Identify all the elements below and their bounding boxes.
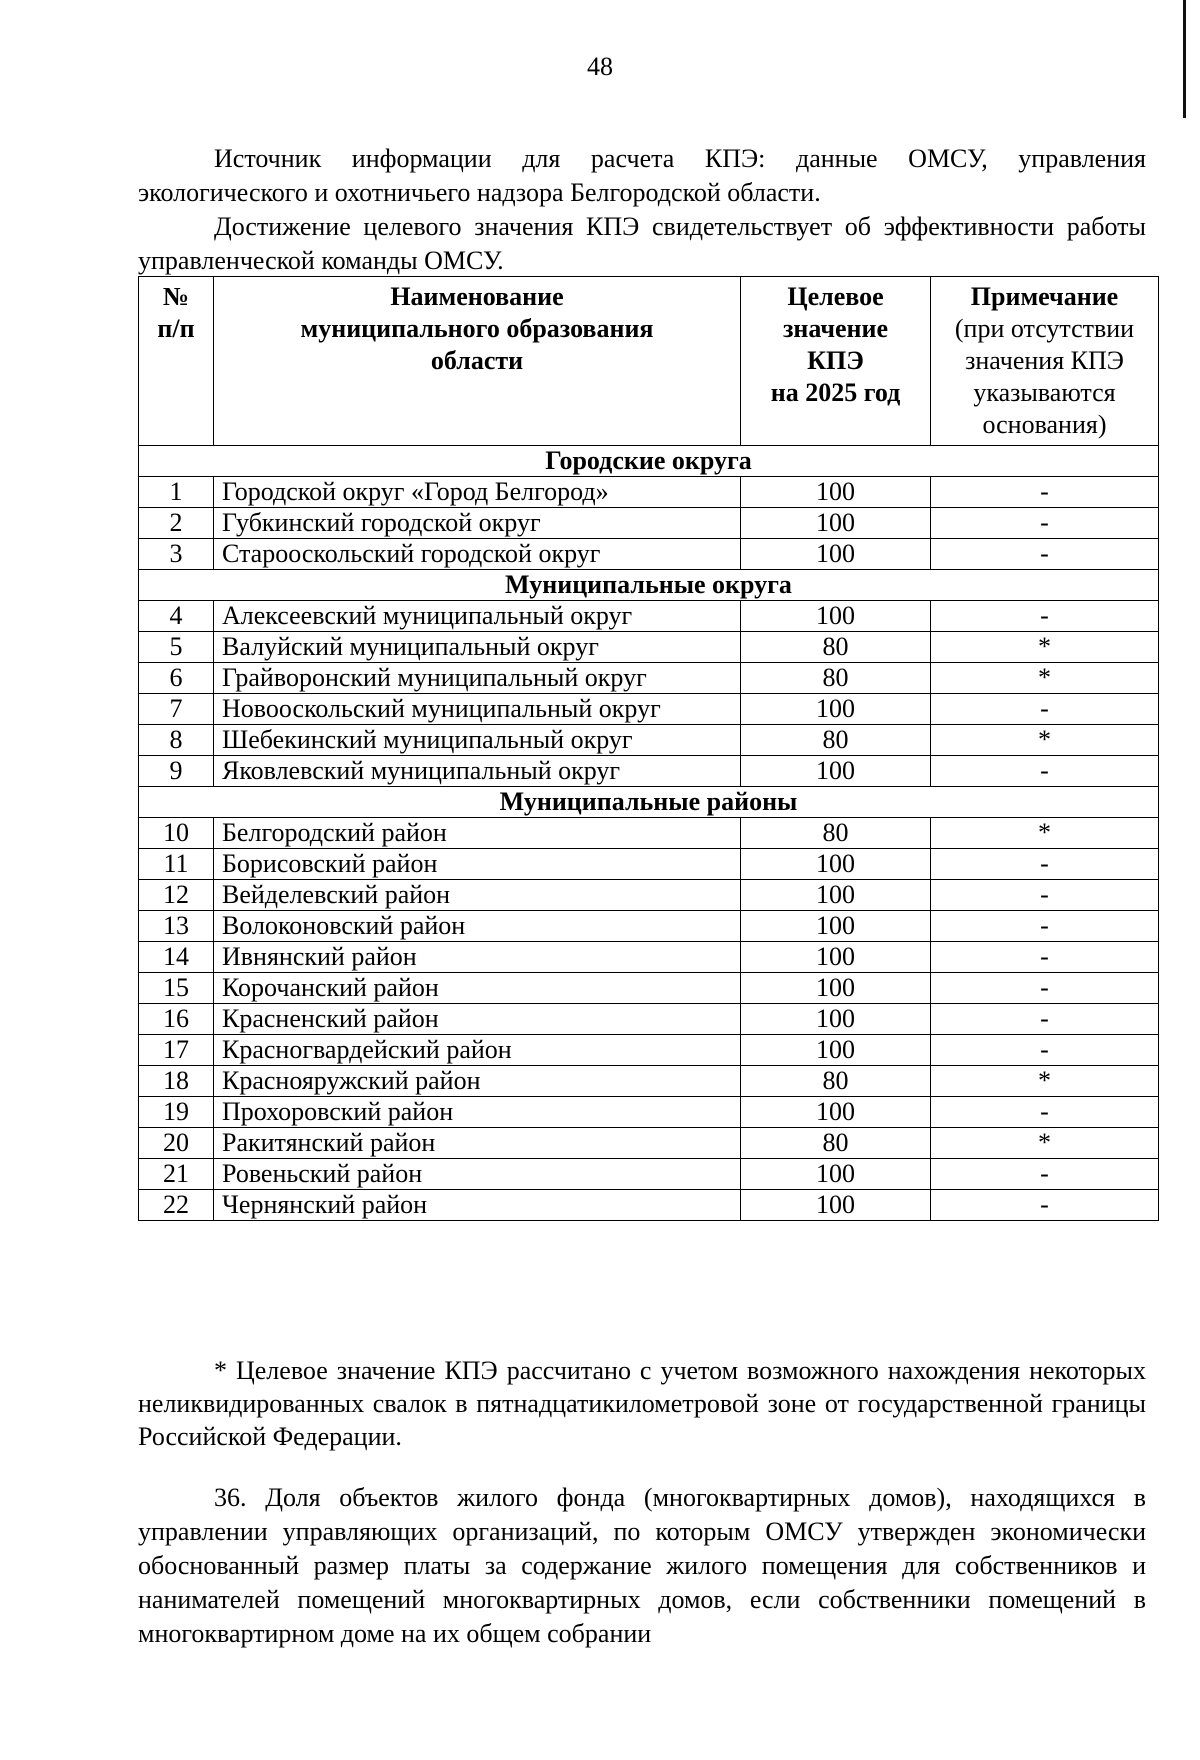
row-note: - xyxy=(931,1004,1159,1035)
row-value: 100 xyxy=(741,849,931,880)
table-row xyxy=(139,1159,1159,1190)
row-name: Валуйский муниципальный округ xyxy=(214,632,741,663)
header-value-line: КПЭ xyxy=(807,346,864,375)
row-value: 80 xyxy=(741,818,931,849)
row-name: Вейделевский район xyxy=(214,880,741,911)
section-row xyxy=(139,570,1159,601)
row-value: 100 xyxy=(741,539,931,570)
row-note: - xyxy=(931,911,1159,942)
row-name: Борисовский район xyxy=(214,849,741,880)
row-name: Белгородский район xyxy=(214,818,741,849)
row-note: * xyxy=(931,632,1159,663)
row-value: 100 xyxy=(741,756,931,787)
row-num: 5 xyxy=(139,632,214,663)
header-num-line: п/п xyxy=(157,314,195,343)
row-value: 100 xyxy=(741,1190,931,1221)
row-name: Алексеевский муниципальный округ xyxy=(214,601,741,632)
row-note: - xyxy=(931,539,1159,570)
row-note: - xyxy=(931,1159,1159,1190)
intro-paragraph-source: Источник информации для расчета КПЭ: данные ОМСУ, управления экологического и охотничьего надзора Белгородской области. xyxy=(138,144,1146,207)
row-num: 10 xyxy=(139,818,214,849)
row-note: - xyxy=(931,849,1159,880)
row-num: 1 xyxy=(139,477,214,508)
table-header-row xyxy=(139,277,1159,446)
table-row xyxy=(139,539,1159,570)
row-num: 20 xyxy=(139,1128,214,1159)
header-name-line: муниципального образования xyxy=(300,314,654,343)
row-value: 100 xyxy=(741,911,931,942)
row-note: * xyxy=(931,1066,1159,1097)
table-row xyxy=(139,663,1159,694)
row-num: 19 xyxy=(139,1097,214,1128)
row-name: Чернянский район xyxy=(214,1190,741,1221)
table-row xyxy=(139,1035,1159,1066)
row-note: - xyxy=(931,477,1159,508)
row-num: 17 xyxy=(139,1035,214,1066)
row-note: - xyxy=(931,1097,1159,1128)
header-note-line: основания) xyxy=(982,410,1107,439)
row-value: 100 xyxy=(741,1035,931,1066)
row-value: 100 xyxy=(741,477,931,508)
row-name: Новооскольский муниципальный округ xyxy=(214,694,741,725)
header-note xyxy=(931,277,1159,446)
table-row xyxy=(139,942,1159,973)
row-num: 22 xyxy=(139,1190,214,1221)
row-note: - xyxy=(931,1190,1159,1221)
row-num: 2 xyxy=(139,508,214,539)
header-name-line: Наименование xyxy=(390,282,564,311)
row-value: 100 xyxy=(741,973,931,1004)
header-note-line: значения КПЭ xyxy=(965,346,1124,375)
header-num-line: № xyxy=(162,282,190,311)
table-row xyxy=(139,818,1159,849)
table-row xyxy=(139,1128,1159,1159)
section-title: Муниципальные районы xyxy=(139,787,1159,818)
row-value: 100 xyxy=(741,508,931,539)
table-row xyxy=(139,1004,1159,1035)
row-value: 100 xyxy=(741,1097,931,1128)
row-name: Краснояружский район xyxy=(214,1066,741,1097)
row-num: 21 xyxy=(139,1159,214,1190)
row-value: 100 xyxy=(741,880,931,911)
row-num: 9 xyxy=(139,756,214,787)
row-value: 100 xyxy=(741,601,931,632)
table-row xyxy=(139,973,1159,1004)
row-value: 80 xyxy=(741,725,931,756)
section-row xyxy=(139,446,1159,477)
header-note-line: указываются xyxy=(973,378,1116,407)
row-note: * xyxy=(931,725,1159,756)
row-value: 100 xyxy=(741,942,931,973)
row-name: Прохоровский район xyxy=(214,1097,741,1128)
table-row xyxy=(139,601,1159,632)
row-note: * xyxy=(931,1128,1159,1159)
row-name: Губкинский городской округ xyxy=(214,508,741,539)
row-num: 14 xyxy=(139,942,214,973)
row-note: - xyxy=(931,508,1159,539)
table-row xyxy=(139,477,1159,508)
row-name: Грайворонский муниципальный округ xyxy=(214,663,741,694)
table-row xyxy=(139,632,1159,663)
row-note: - xyxy=(931,601,1159,632)
kpe-table xyxy=(138,276,1159,1221)
row-num: 7 xyxy=(139,694,214,725)
section-title: Городские округа xyxy=(139,446,1159,477)
row-note: - xyxy=(931,880,1159,911)
row-name: Городской округ «Город Белгород» xyxy=(214,477,741,508)
row-num: 15 xyxy=(139,973,214,1004)
header-value xyxy=(741,277,931,446)
row-note: - xyxy=(931,694,1159,725)
table-row xyxy=(139,880,1159,911)
row-note: * xyxy=(931,663,1159,694)
table-row xyxy=(139,911,1159,942)
row-name: Ивнянский район xyxy=(214,942,741,973)
row-name: Шебекинский муниципальный округ xyxy=(214,725,741,756)
intro-paragraph-achievement: Достижение целевого значения КПЭ свидетельствует об эффективности работы управленческой команды ОМСУ. xyxy=(138,212,1146,275)
row-num: 8 xyxy=(139,725,214,756)
row-num: 4 xyxy=(139,601,214,632)
row-num: 6 xyxy=(139,663,214,694)
row-note: - xyxy=(931,973,1159,1004)
row-num: 18 xyxy=(139,1066,214,1097)
row-name: Ракитянский район xyxy=(214,1128,741,1159)
row-name: Красногвардейский район xyxy=(214,1035,741,1066)
page-number: 48 xyxy=(587,52,613,81)
header-value-line: значение xyxy=(782,314,889,343)
row-value: 100 xyxy=(741,1004,931,1035)
row-name: Волоконовский район xyxy=(214,911,741,942)
row-value: 80 xyxy=(741,663,931,694)
row-value: 80 xyxy=(741,1066,931,1097)
row-note: - xyxy=(931,756,1159,787)
row-name: Ровеньский район xyxy=(214,1159,741,1190)
row-value: 80 xyxy=(741,1128,931,1159)
row-note: - xyxy=(931,942,1159,973)
table-row xyxy=(139,1190,1159,1221)
table-row xyxy=(139,725,1159,756)
row-num: 16 xyxy=(139,1004,214,1035)
row-name: Корочанский район xyxy=(214,973,741,1004)
row-name: Старооскольский городской округ xyxy=(214,539,741,570)
header-name-line: области xyxy=(430,346,524,375)
header-value-line: Целевое xyxy=(787,282,884,311)
header-num xyxy=(139,277,214,446)
table-row xyxy=(139,849,1159,880)
row-value: 80 xyxy=(741,632,931,663)
header-note-line: (при отсутствии xyxy=(954,314,1135,343)
header-note-title: Примечание xyxy=(970,282,1119,311)
table-row xyxy=(139,508,1159,539)
table-row xyxy=(139,694,1159,725)
row-num: 3 xyxy=(139,539,214,570)
table-row xyxy=(139,756,1159,787)
row-value: 100 xyxy=(741,1159,931,1190)
row-note: - xyxy=(931,1035,1159,1066)
footnote: * Целевое значение КПЭ рассчитано с учетом возможного нахождения некоторых неликвидированных свалок в пятнадцатикилометровой зоне от государственной границы Российской Федерации. xyxy=(138,1356,1146,1451)
row-num: 12 xyxy=(139,880,214,911)
item-36-paragraph: 36. Доля объектов жилого фонда (многоквартирных домов), находящихся в управлении управляющих организаций, по которым ОМСУ утвержден экономически обоснованный размер платы за содержание жилого помещения для собственников и нанимателей помещений многоквартирных домов, если собственники помещений в многоквартирном доме на их общем собрании xyxy=(138,1483,1146,1648)
header-name xyxy=(214,277,741,446)
section-title: Муниципальные округа xyxy=(139,570,1159,601)
row-note: * xyxy=(931,818,1159,849)
section-row xyxy=(139,787,1159,818)
row-num: 13 xyxy=(139,911,214,942)
row-num: 11 xyxy=(139,849,214,880)
header-value-line: на 2025 год xyxy=(770,378,901,407)
row-name: Яковлевский муниципальный округ xyxy=(214,756,741,787)
row-name: Красненский район xyxy=(214,1004,741,1035)
table-row xyxy=(139,1066,1159,1097)
table-row xyxy=(139,1097,1159,1128)
row-value: 100 xyxy=(741,694,931,725)
